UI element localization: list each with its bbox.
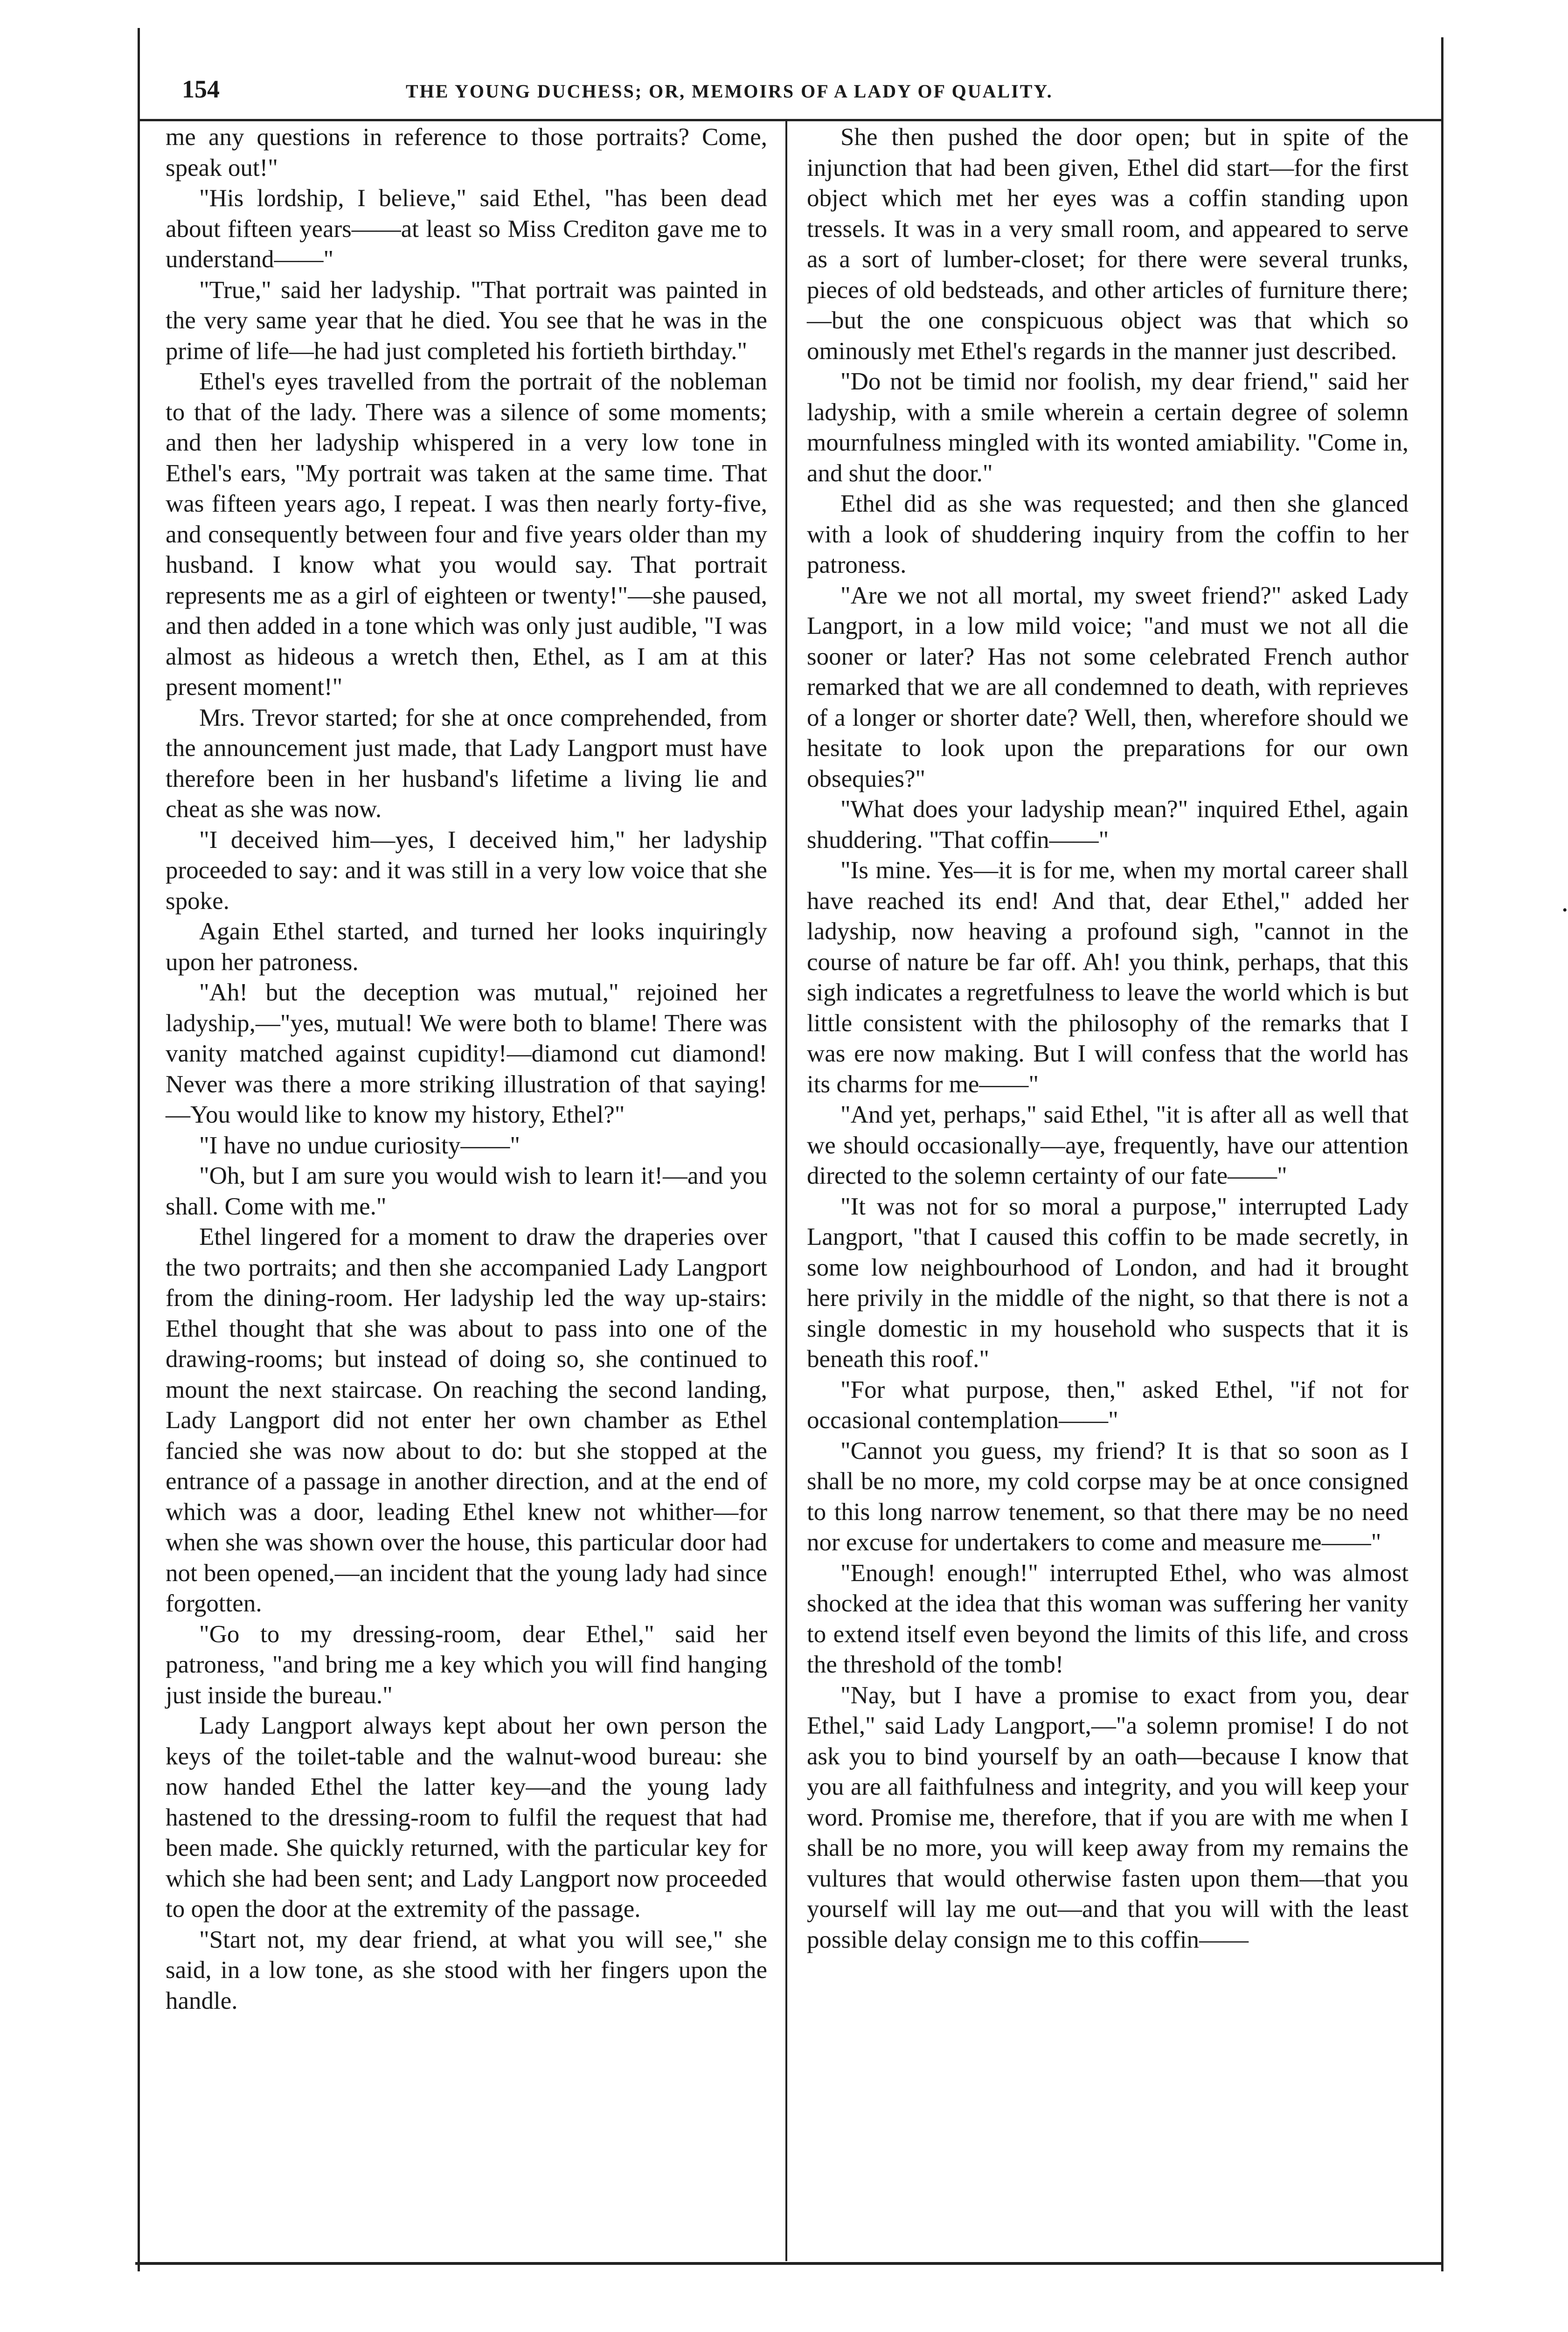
paragraph: "Go to my dressing-room, dear Ethel," said her patroness, "and bring me a key which you will find hanging just inside the bureau." — [166, 1620, 767, 1709]
paragraph: "Do not be timid nor foolish, my dear friend," said her ladyship, with a smile wherein a certain degree of solemn mournfulness mingled with its wonted amiability. "Come in, and shut the door." — [807, 368, 1408, 487]
paragraph: "Cannot you guess, my friend? It is that so soon as I shall be no more, my cold corpse may be at once consigned to this long narrow tenement, so that there may be no need nor excuse for undertakers to come and measure me——" — [807, 1437, 1408, 1556]
paragraph: She then pushed the door open; but in spite of the injunction that had been given, Ethel did start—for the first object which met her eyes was a coffin standing upon tressels. It was in a very small room, and appeared to serve as a sort of lumber-closet; for there were several trunks, pieces of old bedsteads, and other articles of furniture there;—but the one conspicuous object was that which so ominously met Ethel's regards in the manner just described. — [807, 124, 1408, 365]
bottom-rule — [135, 2262, 1441, 2265]
paragraph: "His lordship, I believe," said Ethel, "has been dead about fifteen years——at least so Miss Crediton gave me to understand——" — [166, 185, 767, 273]
paragraph: Ethel's eyes travelled from the portrait of the nobleman to that of the lady. There was a silence of some moments; and then her ladyship whispered in a very low tone in Ethel's ears, "My portrait was taken at the same time. That was fifteen years ago, I repeat. I was then nearly forty-five, and consequently between four and five years older than my husband. I know what you would say. That portrait represents me as a girl of eighteen or twenty!"—she paused, and then added in a tone which was only just audible, "I was almost as hideous a wretch then, Ethel, as I am at this present moment!" — [166, 368, 767, 701]
paragraph: "Ah! but the deception was mutual," rejoined her ladyship,—"yes, mutual! We were both to blame! There was vanity matched against cupidity!—diamond cut diamond! Never was there a more striking illustration of that saying! —You would like to know my history, Ethel?" — [166, 979, 767, 1128]
paragraph: "Is mine. Yes—it is for me, when my mortal career shall have reached its end! And that, dear Ethel," added her ladyship, now heaving a profound sigh, "cannot in the course of nature be far off. Ah! you think, perhaps, that this sigh indicates a regretfulness to leave the world which is but little consistent with the philosophy of the remarks that I was ere now making. But I will confess that the world has its charms for me——" — [807, 857, 1408, 1098]
left-column — [166, 122, 767, 2016]
paragraph: "And yet, perhaps," said Ethel, "it is after all as well that we should occasionally—aye, frequently, have our attention directed to the solemn certainty of our fate——" — [807, 1101, 1408, 1189]
paragraph: "Nay, but I have a promise to exact from you, dear Ethel," said Lady Langport,—"a solemn promise! I do not ask you to bind yourself by an oath—because I know that you are all faithfulness and integrity, and you will keep your word. Promise me, therefore, that if you are with me when I shall be no more, you will keep away from my remains the vultures that would otherwise fasten upon them—that you yourself will lay me out—and that you will with the least possible delay consign me to this coffin—— — [807, 1681, 1408, 1953]
paragraph: "Start not, my dear friend, at what you will see," she said, in a low tone, as she stood with her fingers upon the handle. — [166, 1926, 767, 2014]
paragraph: Ethel did as she was requested; and then she glanced with a look of shuddering inquiry from the coffin to her patroness. — [807, 490, 1408, 578]
paragraph: "Oh, but I am sure you would wish to learn it!—and you shall. Come with me." — [166, 1162, 767, 1220]
paragraph: "Enough! enough!" interrupted Ethel, who was almost shocked at the idea that this woman was suffering her vanity to extend itself even beyond the limits of this life, and cross the threshold of the tomb! — [807, 1559, 1408, 1678]
paragraph: "I deceived him—yes, I deceived him," her ladyship proceeded to say: and it was still in a very low voice that she spoke. — [166, 826, 767, 915]
running-head: THE YOUNG DUCHESS; OR, MEMOIRS OF A LADY OF QUALITY. — [406, 81, 1053, 102]
paragraph: Lady Langport always kept about her own person the keys of the toilet-table and the walnut-wood bureau: she now handed Ethel the latter key—and the young lady hastened to the dressing-room to fulfil the request that had been made. She quickly returned, with the particular key for which she had been sent; and Lady Langport now proceeded to open the door at the extremity of the passage. — [166, 1712, 767, 1923]
paragraph: "True," said her ladyship. "That portrait was painted in the very same year that he died. You see that he was in the prime of life—he had just completed his fortieth birthday." — [166, 276, 767, 365]
page-border-left — [138, 28, 140, 2271]
paragraph: "It was not for so moral a purpose," interrupted Lady Langport, "that I caused this coffin to be made secretly, in some low neighbourhood of London, and had it brought here privily in the middle of the night, so that there is not a single domestic in my household who suspects that it is beneath this roof." — [807, 1193, 1408, 1373]
paragraph: Ethel lingered for a moment to draw the draperies over the two portraits; and then she accompanied Lady Langport from the dining-room. Her ladyship led the way up-stairs: Ethel thought that she was about to pass into one of the drawing-rooms; but instead of doing so, she continued to mount the next staircase. On reaching the second landing, Lady Langport did not enter her own chamber as Ethel fancied she was now about to do: but she stopped at the entrance of a passage in another direction, and at the end of which was a door, leading Ethel knew not whither—for when she was shown over the house, this particular door had not been opened,—an incident that the young lady had since forgotten. — [166, 1223, 767, 1617]
paragraph: "What does your ladyship mean?" inquired Ethel, again shuddering. "That coffin——" — [807, 796, 1408, 854]
page-header — [173, 70, 1432, 112]
header-rule — [140, 119, 1441, 121]
paragraph: Mrs. Trevor started; for she at once comprehended, from the announcement just made, that Lady Langport must have therefore been in her husband's lifetime a living lie and cheat as she was now. — [166, 704, 767, 823]
paragraph: "Are we not all mortal, my sweet friend?" asked Lady Langport, in a low mild voice; "and must we not all die sooner or later? Has not some celebrated French author remarked that we are all condemned to death, with reprieves of a longer or shorter date? Well, then, wherefore should we hesitate to look upon the preparations for our own obsequies?" — [807, 582, 1408, 792]
margin-mark: • — [1562, 902, 1568, 918]
column-divider — [785, 120, 787, 2261]
right-column — [807, 122, 1408, 1955]
page-border-right — [1441, 37, 1443, 2271]
page-number: 154 — [182, 75, 220, 103]
paragraph: Again Ethel started, and turned her looks inquiringly upon her patroness. — [166, 918, 767, 976]
paragraph: "I have no undue curiosity——" — [199, 1131, 520, 1159]
paragraph: "For what purpose, then," asked Ethel, "if not for occasional contemplation——" — [807, 1376, 1408, 1434]
paragraph: me any questions in reference to those portraits? Come, speak out!" — [166, 124, 767, 181]
